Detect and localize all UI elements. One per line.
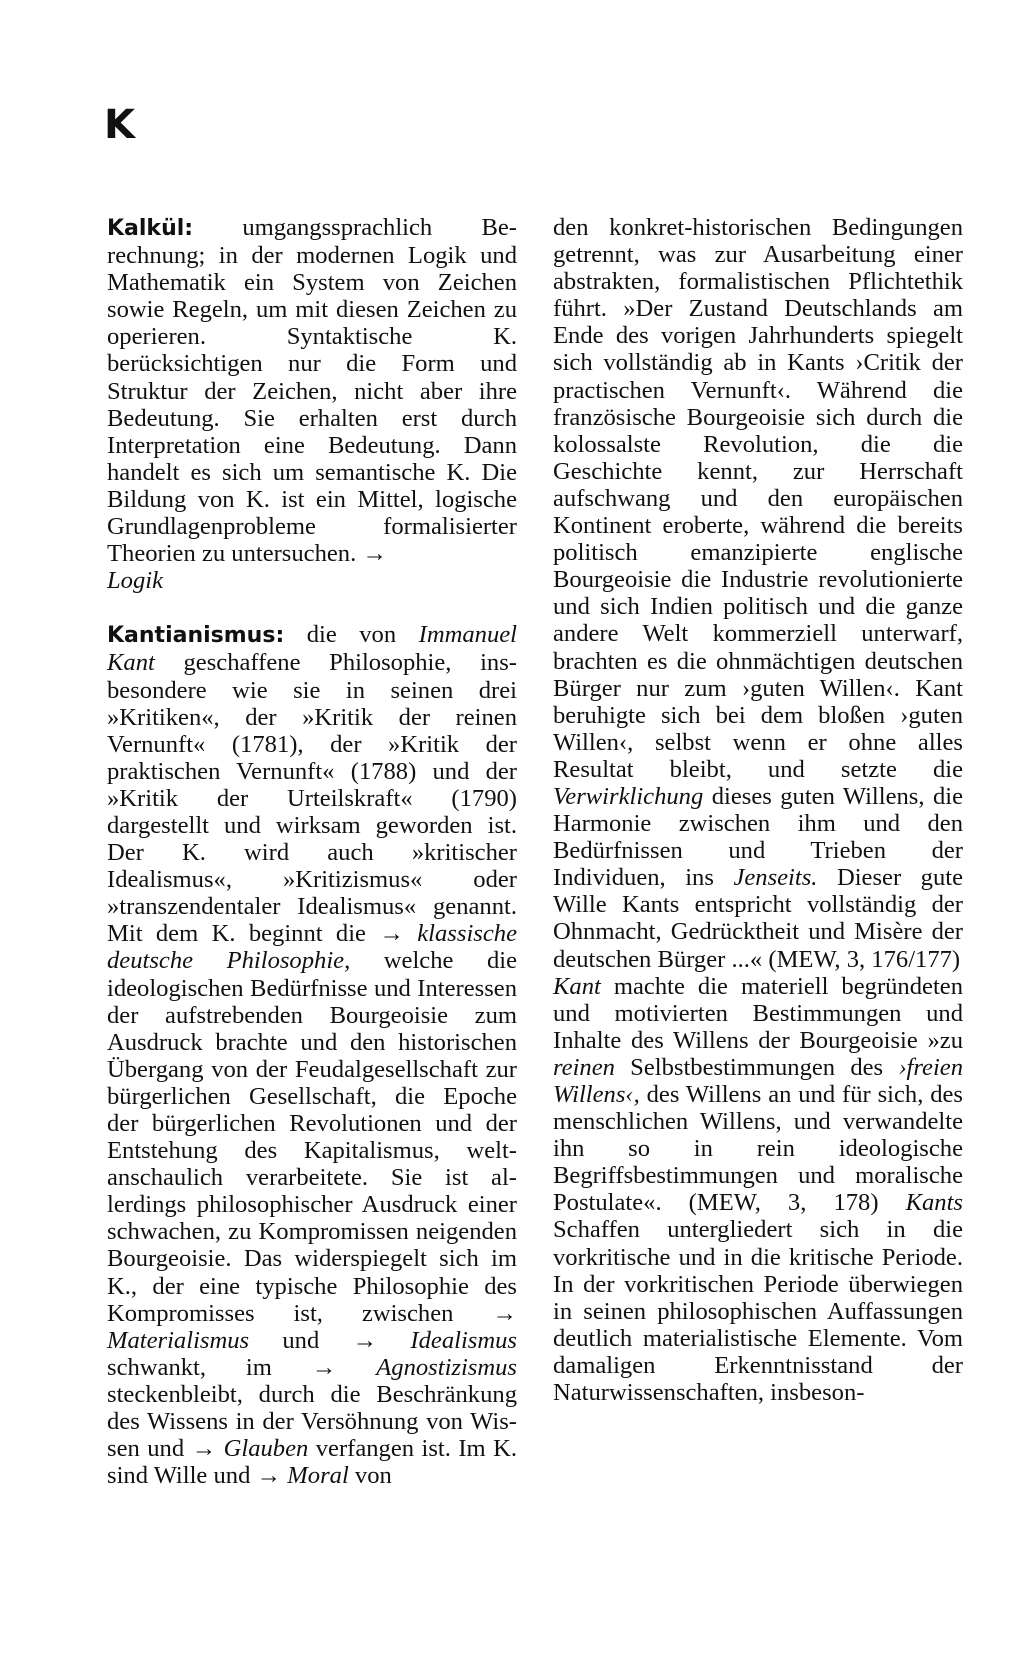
entry-text: und xyxy=(249,1326,353,1354)
emphasis-freien-willens: ›freien Willens‹, xyxy=(553,1053,963,1108)
cross-reference-moral: Moral xyxy=(287,1462,349,1490)
cross-reference-logik: Logik xyxy=(107,567,164,595)
paragraph-kant-schaffen xyxy=(553,973,963,1407)
headword-kantianismus: Kantianismus: xyxy=(107,623,285,649)
entry-text: den konkret-historischen Bedingungen getrennt, was zur Ausarbeitung einer abstrakten, formalistischen Pflichtethik führt. »Der Zustand Deutschlands am Ende des vorigen Jahrhunderts spiegelt sich vollständig ab in Kants ›Critik der practischen Vernunft‹. Während die französische Bourgeoisie sich durch die kolossalste Revolution, die die Geschichte kennt, zur Herrschaft aufschwang und den europäischen Kontinent eroberte, während die bereits politisch emanzipierte englische Bourgeoisie die Industrie revolutionierte und sich Indien politisch und die ganze andere Welt kommerziell unterwarf, brachten es die ohnmächtigen deutschen Bürger nur zum ›guten Willen‹. Kant beruhigte sich bei dem bloßen ›guten Willen‹, selbst wenn er ohne alles Resultat bleibt, und setzte die xyxy=(553,214,963,783)
arrow-icon: → xyxy=(311,1353,337,1381)
emphasis-verwirklichung: Verwirklichung xyxy=(553,782,704,810)
cross-reference-idealismus: Idealismus xyxy=(410,1326,517,1354)
entry-text: geschaffene Philosophie, insbesondere wie sie in seinen drei »Kritiken«, der »Kritik der reinen Vernunft« (1781), der »Kritik der praktischen Vernunft« (1788) und der »Kritik der Urteilskraft« (1790) dargestellt und wirksam geworden ist. Der K. wird auch »kritischer Idealismus«, »Kritizismus« oder »transzendentaler Idealismus« genannt. Mit dem K. beginnt die xyxy=(107,649,517,948)
arrow-icon: → xyxy=(379,920,404,948)
arrow-icon: → xyxy=(256,1462,282,1490)
entry-text: welche die ideologischen Bedürfnisse und Interessen der aufstrebenden Bourgeoisie zum Ausdruck brachte und den historischen Übergang von der Feudalgesellschaft zur bürgerlichen Gesellschaft, die Epoche der bürgerlichen Revolutionen und der Entstehung des Kapitalismus, weltanschaulich verarbeitete. Sie ist allerdings philosophischer Ausdruck einer schwachen, zu Kompromissen neigenden Bourgeoisie. Das widerspiegelt sich im K., der eine typische Philosophie des Kompromisses ist, zwischen xyxy=(107,947,517,1327)
entry-kalkuel xyxy=(107,214,517,594)
left-column xyxy=(107,214,517,1489)
cross-reference-klassische-deutsche-philosophie: klassische deutsche Philosophie, xyxy=(107,920,517,975)
arrow-icon: → xyxy=(352,1326,378,1354)
entry-text: dieses guten Willens, die Harmonie zwischen ihm und den Bedürfnissen und Trieben der Individuen, ins xyxy=(553,782,963,892)
right-column xyxy=(553,214,963,1406)
headword-kalkuel: Kalkül: xyxy=(107,216,194,241)
entry-text: von xyxy=(348,1462,392,1490)
entry-text: des Willens an und für sich, des menschlichen Willens, und verwandelte ihn so in rein ideologische Begriffsbestimmungen und moralische Postulate«. (MEW, 3, 178) xyxy=(553,1081,963,1217)
entry-text: umgangssprachlich Berechnung; in der modernen Logik und Mathematik ein System von Zeichen sowie Regeln, um mit diesen Zeichen zu operieren. Syntaktische K. berücksichtigen nur die Form und Struktur der Zeichen, nicht aber ihre Bedeutung. Sie erhalten erst durch Interpretation eine Bedeutung. Dann handelt es sich um semantische K. Die Bildung von K. ist ein Mittel, logische Grundlagenprobleme formalisierter Theorien zu untersuchen. xyxy=(107,214,517,568)
cross-reference-materialismus: Materialismus xyxy=(107,1326,250,1354)
entry-text: die von xyxy=(284,621,419,649)
entry-text: verfangen ist. Im K. sind Wille und xyxy=(107,1435,517,1490)
entry-kantianismus-continued xyxy=(553,214,963,973)
entry-text: steckenbleibt, durch die Beschränkung des Wissens in der Versöhnung von Wissen und xyxy=(107,1380,517,1463)
person-name-kant: Immanuel Kant xyxy=(107,621,517,677)
entry-text: Dieser gute Wille Kants entspricht vollständig der Ohnmacht, Gedrücktheit und Misère der deutschen Bürger ...« (MEW, 3, 176/177) xyxy=(553,864,964,973)
person-name-kants: Kants xyxy=(905,1189,963,1217)
entry-text: Schaffen untergliedert sich in die vorkritische und in die kritische Periode. In der vorkritischen Periode überwiegen in seinen philosophischen Auffassungen deutlich materialistische Elemente. Vom damaligen Erkenntnisstand der Naturwissenschaften, insbeson- xyxy=(553,1216,963,1407)
arrow-icon: → xyxy=(362,540,387,568)
emphasis-reinen: reinen xyxy=(553,1053,615,1081)
entry-kantianismus xyxy=(107,621,517,1489)
person-name-kant: Kant xyxy=(553,972,601,1000)
entry-text: schwankt, im xyxy=(107,1353,312,1381)
emphasis-jenseits: Jenseits. xyxy=(733,864,818,892)
section-letter: K xyxy=(104,102,135,148)
cross-reference-glauben: Glauben xyxy=(223,1435,309,1463)
cross-reference-agnostizismus: Agnostizismus xyxy=(376,1353,518,1381)
arrow-icon: → xyxy=(492,1299,517,1327)
entry-text: Selbstbestimmungen des xyxy=(614,1053,899,1081)
entry-text: machte die materiell begründeten und motivierten Bestimmungen und Inhalte des Willens der Bourgeoisie »zu xyxy=(553,972,963,1054)
arrow-icon: → xyxy=(191,1435,217,1463)
